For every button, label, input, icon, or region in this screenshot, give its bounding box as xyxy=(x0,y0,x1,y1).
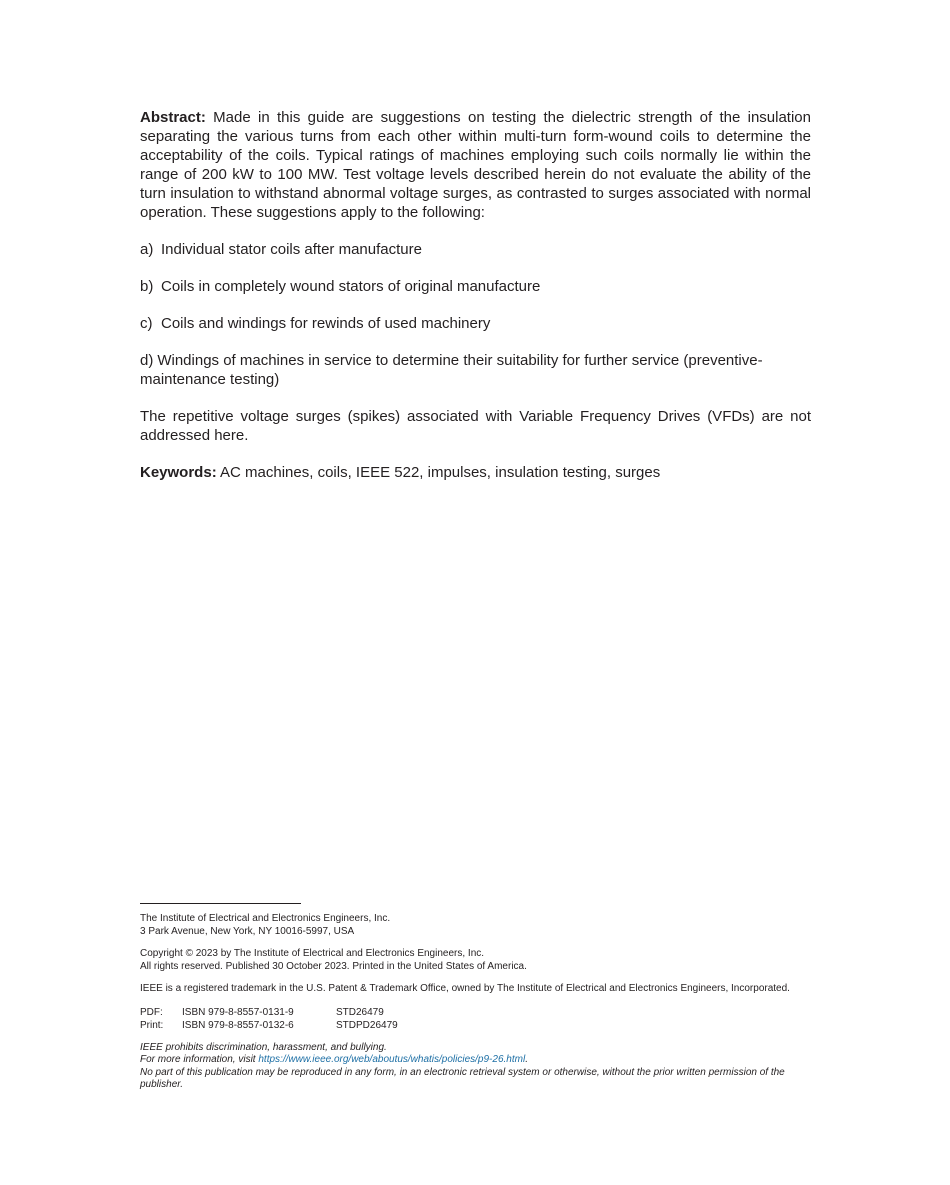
footer xyxy=(140,903,811,1102)
isbn-code: STD26479 xyxy=(336,1006,384,1018)
isbn-number: ISBN 979-8-8557-0131-9 xyxy=(182,1006,294,1018)
policy-info-suffix: . xyxy=(525,1054,528,1065)
policy-link[interactable]: https://www.ieee.org/web/aboutus/whatis/policies/p9-26.html xyxy=(258,1054,526,1065)
publisher-address: 3 Park Avenue, New York, NY 10016-5997, USA xyxy=(140,925,355,937)
list-marker: d) xyxy=(140,352,154,369)
list-item xyxy=(140,314,811,333)
abstract-label: Abstract: xyxy=(140,109,206,126)
isbn-code: STDPD26479 xyxy=(336,1019,398,1031)
isbn-table xyxy=(140,1006,398,1032)
trademark-notice xyxy=(140,983,811,996)
keywords-paragraph xyxy=(140,463,811,482)
publisher-block xyxy=(140,913,811,938)
copyright-block xyxy=(140,948,811,973)
isbn-format: Print: xyxy=(140,1019,164,1031)
policy-statement: IEEE prohibits discrimination, harassment, and bullying. xyxy=(140,1041,387,1053)
main-content xyxy=(140,108,811,482)
list-marker: b) xyxy=(140,278,154,295)
keywords-text: AC machines, coils, IEEE 522, impulses, insulation testing, surges xyxy=(220,464,661,481)
isbn-number: ISBN 979-8-8557-0132-6 xyxy=(182,1019,294,1031)
list-item xyxy=(140,277,811,296)
list-item xyxy=(140,240,811,259)
table-row xyxy=(140,1019,398,1032)
policy-info-line xyxy=(140,1054,811,1067)
publisher-name: The Institute of Electrical and Electronics Engineers, Inc. xyxy=(140,913,391,924)
list-item xyxy=(140,351,811,389)
isbn-format: PDF: xyxy=(140,1006,163,1018)
rights-line: All rights reserved. Published 30 October 2023. Printed in the United States of America. xyxy=(140,960,527,972)
trademark-text: IEEE is a registered trademark in the U.S. Patent & Trademark Office, owned by The Institute of Electrical and Electronics Engineers, Incorporated. xyxy=(140,983,790,994)
list-marker: a) xyxy=(140,241,154,258)
reproduction-notice: No part of this publication may be reproduced in any form, in an electronic retrieval system or otherwise, without the prior written permission of the publisher. xyxy=(140,1066,785,1090)
table-row xyxy=(140,1006,398,1019)
list-item-text: Windings of machines in service to determine their suitability for further service (preventive-maintenance testing) xyxy=(140,352,763,388)
abstract-text: Made in this guide are suggestions on testing the dielectric strength of the insulation separating the various turns from each other within multi-turn form-wound coils to determine the acceptability of the coils. Typical ratings of machines employing such coils normally lie within the range of 200 kW to 100 MW. Test voltage levels described herein do not evaluate the ability of the turn insulation to withstand abnormal voltage surges, as contrasted to surges associated with normal operation. These suggestions apply to the following: xyxy=(140,109,811,221)
list-item-text: Coils in completely wound stators of original manufacture xyxy=(161,278,541,295)
abstract-paragraph xyxy=(140,108,811,222)
policy-block xyxy=(140,1042,811,1092)
list-marker: c) xyxy=(140,315,153,332)
footer-divider xyxy=(140,903,301,904)
policy-info-prefix: For more information, visit xyxy=(140,1054,259,1065)
keywords-label: Keywords: xyxy=(140,464,217,481)
list-item-text: Individual stator coils after manufacture xyxy=(161,241,422,258)
list-item-text: Coils and windings for rewinds of used machinery xyxy=(161,315,491,332)
vfd-note: The repetitive voltage surges (spikes) associated with Variable Frequency Drives (VFDs) are not addressed here. xyxy=(140,408,811,444)
copyright-line: Copyright © 2023 by The Institute of Electrical and Electronics Engineers, Inc. xyxy=(140,948,485,959)
